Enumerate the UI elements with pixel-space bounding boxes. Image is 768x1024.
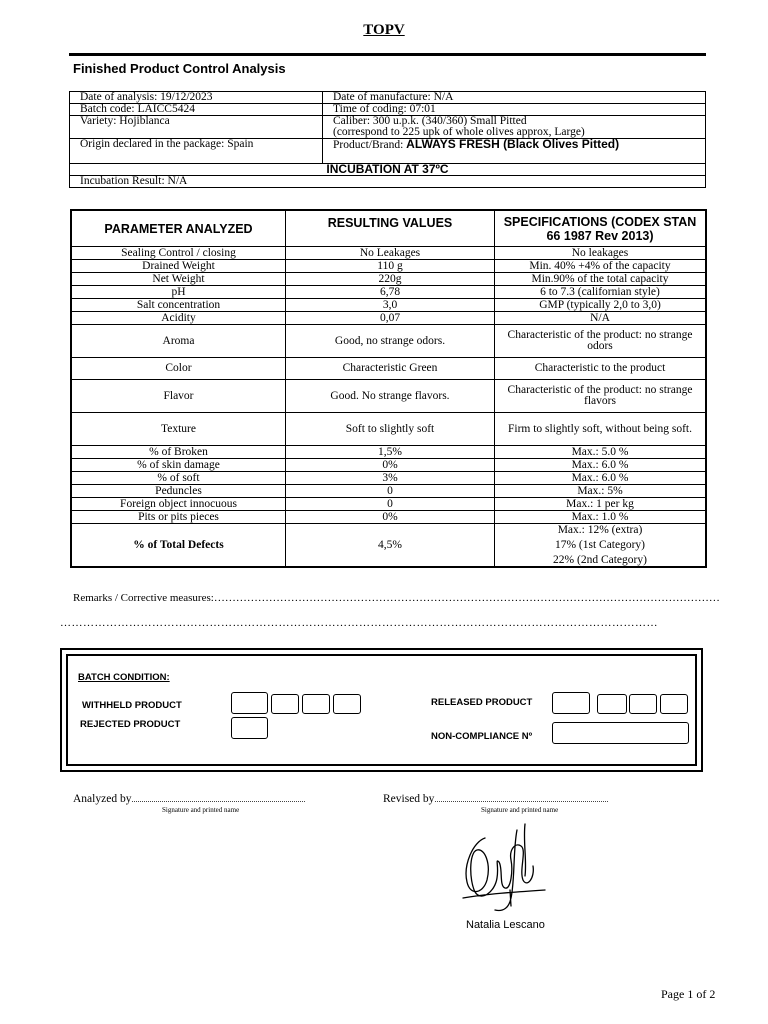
- total-spec-line-1: Max.: 12% (extra): [557, 523, 643, 536]
- spec-cell: GMP (typically 2,0 to 3,0): [495, 299, 707, 312]
- remarks-dots: …………………………………………………………………………………………………………………………: [213, 592, 720, 604]
- revised-signature-note: Signature and printed name: [481, 806, 559, 814]
- value-cell: 0%: [286, 459, 495, 472]
- value-cell: Good. No strange flavors.: [286, 380, 495, 413]
- value-cell: 3%: [286, 472, 495, 485]
- withheld-field-3[interactable]: [333, 694, 361, 714]
- spec-cell: Min.90% of the total capacity: [495, 273, 707, 286]
- value-cell: 0,07: [286, 312, 495, 325]
- date-of-manufacture: Date of manufacture: N/A: [323, 92, 706, 104]
- variety: Variety: Hojiblanca: [70, 116, 323, 139]
- remarks-line: [73, 592, 720, 604]
- spec-cell: N/A: [495, 312, 707, 325]
- parameter-cell: % of skin damage: [71, 459, 286, 472]
- incubation-title: INCUBATION AT 37ºC: [70, 164, 706, 176]
- parameter-cell: Foreign object innocuous: [71, 498, 286, 511]
- total-defects-label: % of Total Defects: [71, 524, 286, 568]
- rejected-checkbox[interactable]: [231, 717, 268, 739]
- spec-cell: 6 to 7.3 (californian style): [495, 286, 707, 299]
- analyzed-by-line: [73, 793, 305, 805]
- table-row: [71, 273, 706, 286]
- spec-cell: Min. 40% +4% of the capacity: [495, 260, 707, 273]
- table-row: [71, 459, 706, 472]
- table-row: [71, 312, 706, 325]
- table-row: [71, 511, 706, 524]
- value-cell: 0%: [286, 511, 495, 524]
- value-cell: No Leakages: [286, 247, 495, 260]
- info-row: [70, 116, 706, 139]
- total-defects-spec: [495, 524, 707, 568]
- caliber: [323, 116, 706, 139]
- batch-code: Batch code: LAICC5424: [70, 104, 323, 116]
- value-cell: 220g: [286, 273, 495, 286]
- parameter-cell: Texture: [71, 413, 286, 446]
- table-row: [71, 472, 706, 485]
- revised-by-label: Revised by: [383, 793, 435, 805]
- document-title: Finished Product Control Analysis: [73, 61, 286, 76]
- analyzed-signature-note: Signature and printed name: [162, 806, 240, 814]
- total-defects-row: [71, 524, 706, 568]
- parameter-cell: % of Broken: [71, 446, 286, 459]
- table-row: [71, 299, 706, 312]
- parameters-table: [70, 209, 707, 568]
- total-defects-value: 4,5%: [286, 524, 495, 568]
- analyzed-by-label: Analyzed by: [73, 793, 132, 805]
- page-number: Page 1 of 2: [661, 987, 716, 1001]
- product-brand-value: ALWAYS FRESH (Black Olives Pitted): [406, 137, 620, 151]
- parameter-cell: Flavor: [71, 380, 286, 413]
- released-field-2[interactable]: [629, 694, 657, 714]
- parameter-cell: Peduncles: [71, 485, 286, 498]
- spec-cell: Characteristic to the product: [495, 358, 707, 380]
- remarks-dots-line: …………………………………………………………………………………………………………………………………………: [60, 617, 658, 629]
- table-row: [71, 380, 706, 413]
- batch-condition-box: [60, 648, 703, 772]
- spec-cell: Characteristic of the product: no strange flavors: [495, 380, 707, 413]
- analyzed-by-dots: .......................................................................................: [131, 795, 306, 804]
- released-field-1[interactable]: [597, 694, 627, 714]
- table-row: [71, 260, 706, 273]
- info-row: [70, 92, 706, 104]
- non-compliance-field[interactable]: [552, 722, 689, 744]
- spec-cell: Max.: 6.0 %: [495, 472, 707, 485]
- header-resulting-values: RESULTING VALUES: [286, 210, 495, 247]
- company-name: TOPV: [363, 22, 405, 38]
- parameter-cell: Drained Weight: [71, 260, 286, 273]
- table-row: [71, 485, 706, 498]
- spec-cell: Max.: 5%: [495, 485, 707, 498]
- remarks-label: Remarks / Corrective measures:: [73, 592, 214, 604]
- batch-condition-inner: [66, 654, 697, 766]
- caliber-line-2: (correspond to 225 upk of whole olives approx, Large): [333, 126, 585, 138]
- date-of-analysis: Date of analysis: 19/12/2023: [70, 92, 323, 104]
- signer-name: Natalia Lescano: [466, 919, 545, 931]
- value-cell: 0: [286, 498, 495, 511]
- caliber-line-1: Caliber: 300 u.p.k. (340/360) Small Pitted: [333, 115, 527, 127]
- spec-cell: Max.: 1.0 %: [495, 511, 707, 524]
- value-cell: 1,5%: [286, 446, 495, 459]
- parameter-cell: Acidity: [71, 312, 286, 325]
- value-cell: 0: [286, 485, 495, 498]
- released-product-label: RELEASED PRODUCT: [431, 697, 533, 708]
- info-row: [70, 104, 706, 116]
- table-row: [71, 247, 706, 260]
- revised-by-dots: .......................................................................................: [434, 795, 609, 804]
- batch-condition-title: BATCH CONDITION:: [78, 672, 170, 683]
- total-spec-line-2: 17% (1st Category): [554, 538, 646, 551]
- incubation-header-row: [70, 164, 706, 176]
- title-divider: [69, 53, 706, 56]
- header-parameter: PARAMETER ANALYZED: [71, 210, 286, 247]
- incubation-result: Incubation Result: N/A: [70, 176, 706, 188]
- released-field-3[interactable]: [660, 694, 688, 714]
- product-brand-label: Product/Brand:: [333, 139, 407, 151]
- table-row: [71, 325, 706, 358]
- parameter-cell: Sealing Control / closing: [71, 247, 286, 260]
- spec-cell: Characteristic of the product: no strange odors: [495, 325, 707, 358]
- parameter-cell: pH: [71, 286, 286, 299]
- table-row: [71, 286, 706, 299]
- table-row: [71, 358, 706, 380]
- info-row: [70, 139, 706, 164]
- parameter-cell: % of soft: [71, 472, 286, 485]
- parameter-cell: Aroma: [71, 325, 286, 358]
- handwritten-signature: [455, 820, 555, 920]
- parameter-cell: Net Weight: [71, 273, 286, 286]
- non-compliance-label: NON-COMPLIANCE Nº: [431, 731, 533, 742]
- time-of-coding: Time of coding: 07:01: [323, 104, 706, 116]
- parameters-header-row: [71, 210, 706, 247]
- value-cell: Characteristic Green: [286, 358, 495, 380]
- value-cell: Good, no strange odors.: [286, 325, 495, 358]
- spec-cell: Max.: 5.0 %: [495, 446, 707, 459]
- value-cell: 3,0: [286, 299, 495, 312]
- table-row: [71, 413, 706, 446]
- released-checkbox[interactable]: [552, 692, 590, 714]
- spec-cell: Max.: 6.0 %: [495, 459, 707, 472]
- withheld-field-1[interactable]: [271, 694, 299, 714]
- rejected-product-label: REJECTED PRODUCT: [80, 719, 181, 730]
- withheld-field-2[interactable]: [302, 694, 330, 714]
- parameter-cell: Salt concentration: [71, 299, 286, 312]
- total-spec-line-3: 22% (2nd Category): [553, 553, 647, 566]
- origin: Origin declared in the package: Spain: [70, 139, 323, 164]
- value-cell: Soft to slightly soft: [286, 413, 495, 446]
- table-row: [71, 446, 706, 459]
- info-row: [70, 176, 706, 188]
- value-cell: 6,78: [286, 286, 495, 299]
- value-cell: 110 g: [286, 260, 495, 273]
- product-info-table: [69, 91, 706, 188]
- product-brand: [323, 139, 706, 164]
- spec-cell: No leakages: [495, 247, 707, 260]
- parameter-cell: Color: [71, 358, 286, 380]
- revised-by-line: [383, 793, 608, 805]
- withheld-product-label: WITHHELD PRODUCT: [82, 700, 182, 708]
- withheld-checkbox[interactable]: [231, 692, 268, 714]
- spec-cell: Firm to slightly soft, without being soft.: [495, 413, 707, 446]
- header-specifications: SPECIFICATIONS (CODEX STAN 66 1987 Rev 2013): [495, 210, 707, 247]
- parameter-cell: Pits or pits pieces: [71, 511, 286, 524]
- spec-cell: Max.: 1 per kg: [495, 498, 707, 511]
- table-row: [71, 498, 706, 511]
